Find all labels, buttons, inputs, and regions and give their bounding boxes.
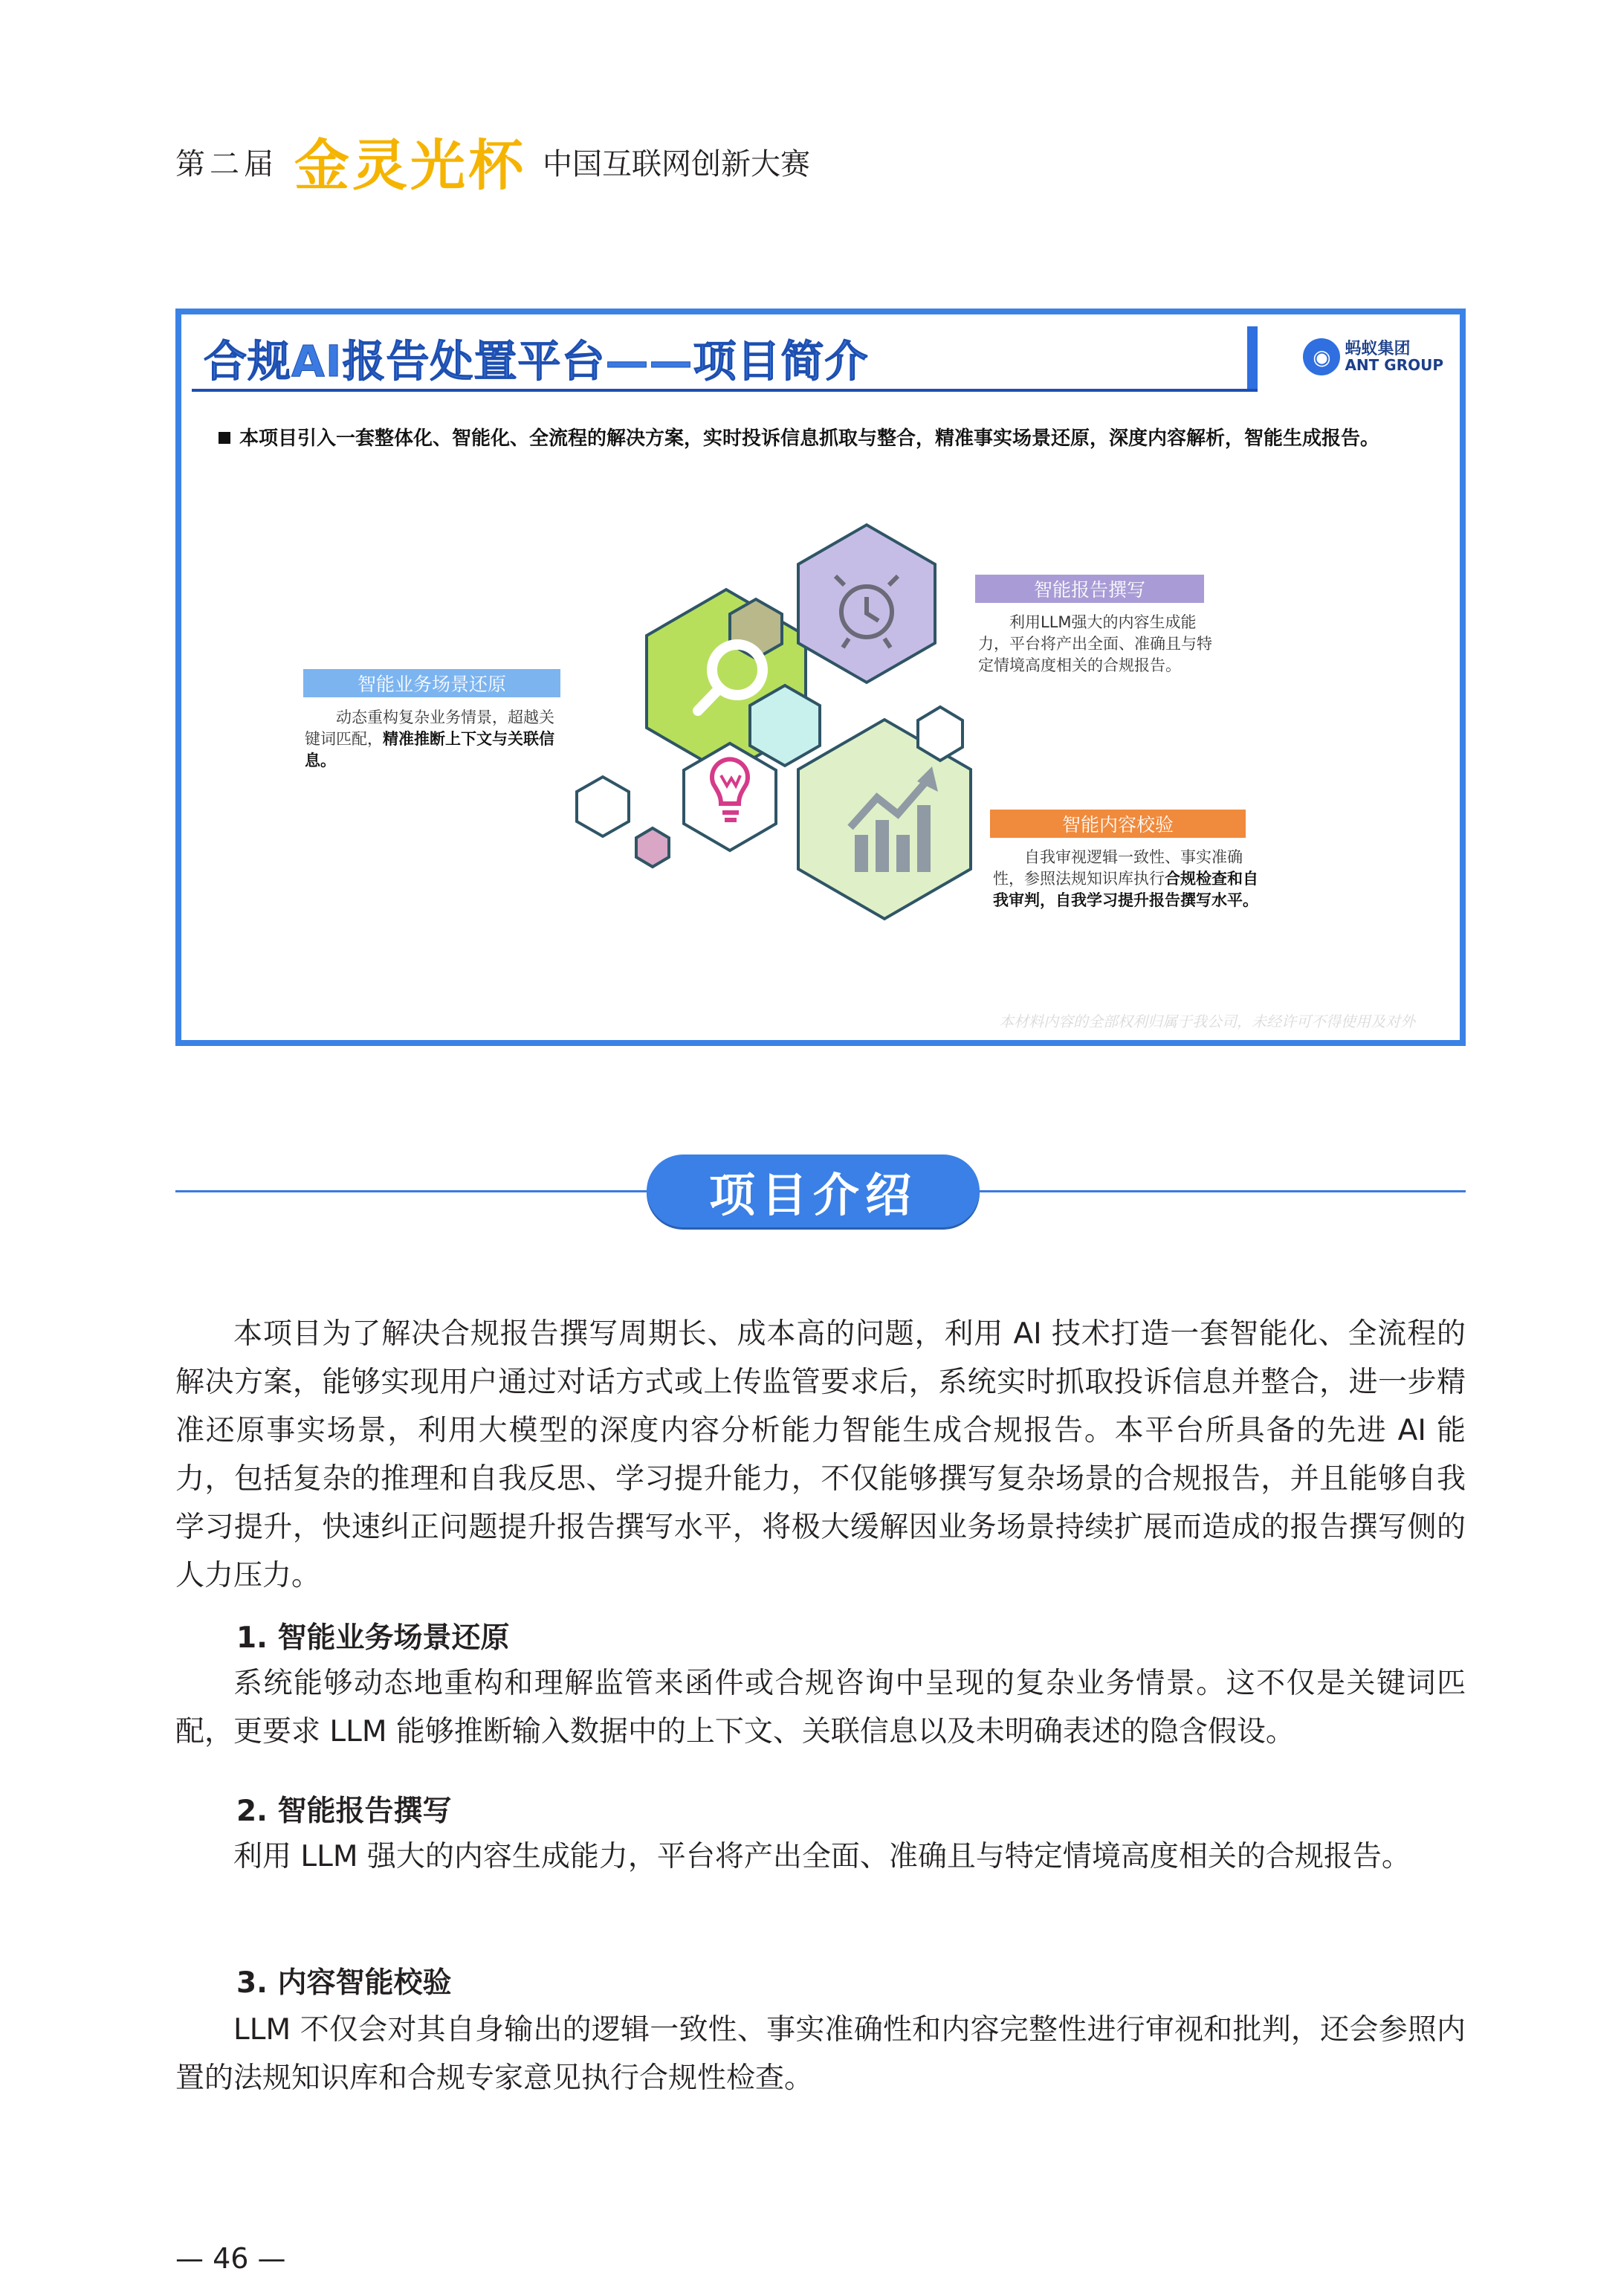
header-prefix: 第二届 (175, 147, 278, 181)
card-scene-desc: 动态重构复杂业务情景，超越关键词匹配，精准推断上下文与关联信息。 (305, 708, 554, 769)
card-report-tag: 智能报告撰写 (975, 575, 1204, 603)
logo-en: ANT GROUP (1345, 356, 1443, 375)
hex-small-white-b (577, 777, 629, 836)
page-number: — 46 — (175, 2242, 286, 2275)
section-title: 项目介绍 (647, 1155, 980, 1227)
hex-small-pink (636, 828, 669, 867)
card-scene-tag: 智能业务场景还原 (303, 669, 560, 697)
header-brand: 金灵光杯 (294, 134, 526, 198)
slide-bullet: 本项目引入一套整体化、智能化、全流程的解决方案，实时投诉信息抓取与整合，精准事实场景还原，深度内容解析，智能生成报告。 (219, 424, 1408, 453)
section-heading-2: 2. 智能报告撰写 (236, 1795, 452, 1828)
section-heading-1: 1. 智能业务场景还原 (236, 1621, 510, 1655)
section-heading-3: 3. 内容智能校验 (236, 1966, 452, 2000)
logo-cn: 蚂蚁集团 (1345, 339, 1411, 358)
ant-icon: ◉ (1303, 338, 1340, 375)
hex-small-white-a (918, 707, 963, 761)
page-header (175, 112, 810, 198)
section-text-1: 系统能够动态地重构和理解监管来函件或合规咨询中呈现的复杂业务情景。这不仅是关键词匹配，更要求 LLM 能够推断输入数据中的上下文、关联信息以及未明确表述的隐含假设。 (175, 1667, 1466, 1748)
card-check-tag: 智能内容校验 (990, 810, 1246, 838)
intro-paragraph: 本项目为了解决合规报告撰写周期长、成本高的问题，利用 AI 技术打造一套智能化、全流程的解决方案，能够实现用户通过对话方式或上传监管要求后，系统实时抓取投诉信息并整合，进一步精准还原事实场景，利用大模型的深度内容分析能力智能生成合规报告。本平台所具备的先进 AI 能力，包括复杂的推理和自我反思、学习提升能力，不仅能够撰写复杂场景的合规报告，并且能够自我学习提升，快速纠正问题提升报告撰写水平，将极大缓解因业务场景持续扩展而造成的报告撰写侧的人力压力。 (175, 1317, 1466, 1592)
card-check-desc: 自我审视逻辑一致性、事实准确性，参照法规知识库执行合规检查和自我审判，自我学习提升报告撰写水平。 (993, 848, 1258, 909)
header-suffix: 中国互联网创新大赛 (543, 147, 810, 181)
section-text-3: LLM 不仅会对其自身输出的逻辑一致性、事实准确性和内容完整性进行审视和批判，还会参照内置的法规知识库和合规专家意见执行合规性检查。 (175, 2013, 1466, 2095)
slide-title: 合规AI报告处置平台——项目简介 (192, 326, 1247, 389)
card-report-desc: 利用LLM强大的内容生成能力，平台将产出全面、准确且与特定情境高度相关的合规报告。 (978, 613, 1212, 674)
section-text-2: 利用 LLM 强大的内容生成能力，平台将产出全面、准确且与特定情境高度相关的合规报告。 (233, 1840, 1411, 1873)
slide-watermark: 本材料内容的全部权利归属于我公司，未经许可不得使用及对外 (999, 1013, 1415, 1030)
slide-figure (175, 309, 1466, 1046)
